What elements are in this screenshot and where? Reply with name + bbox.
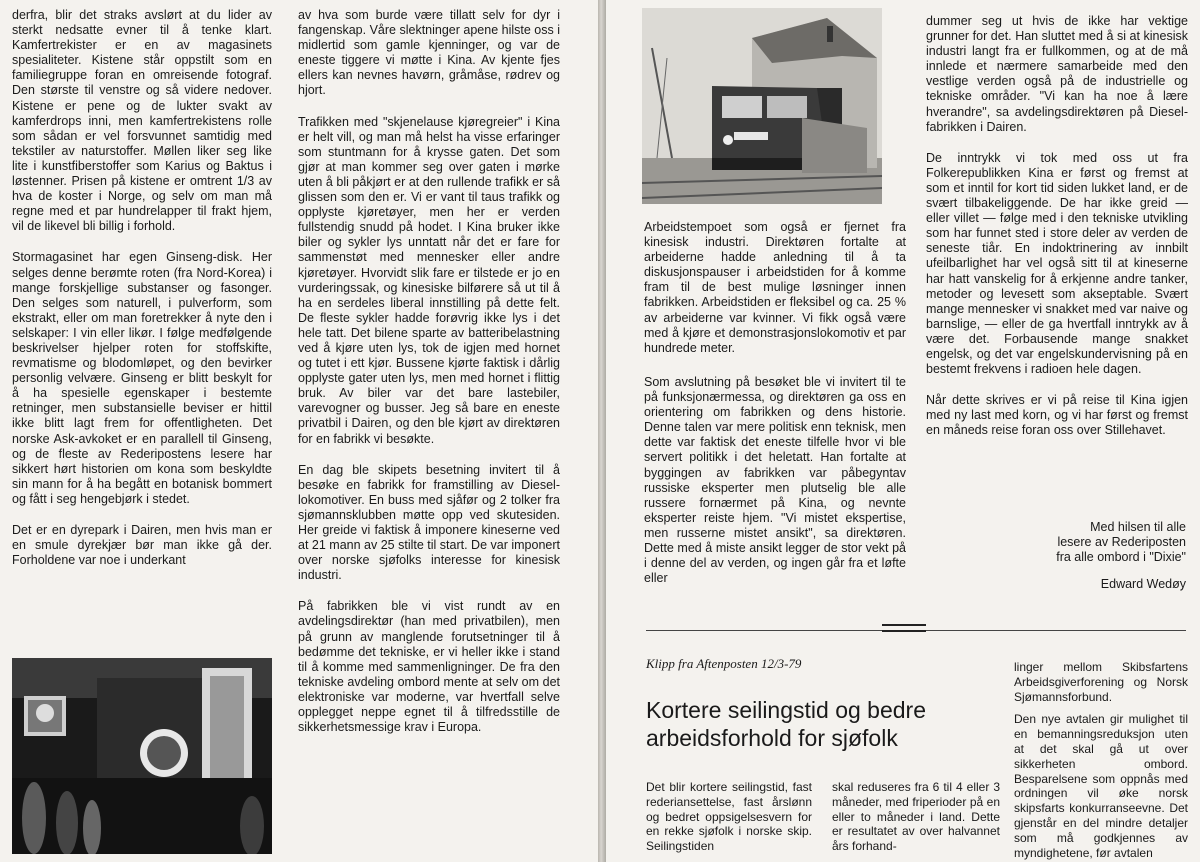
paragraph: Når dette skrives er vi på reise til Kina igjen med ny last med korn, og vi har først og fremst en måneds reise foran oss over Stillehavet. <box>926 393 1188 438</box>
paragraph: Den nye avtalen gir mulighet til en bemanningsreduksjon uten at det skal gå ut over sikkerheten ombord. Besparelsene som oppnås med ordningen vil øke norsk skipsfarts konkurranseevne. Det gjenstår en del mindre detaljer som må godkjennes av myndighetene, før avtalen <box>1014 712 1188 860</box>
photo-station-interior-image <box>12 658 272 854</box>
paragraph: Stormagasinet har egen Ginseng-disk. Her selges denne berømte roten (fra Nord-Korea) i mange forskjellige substanser og fasonger. Den selges som naturell, i pulverform, som ekstrakt, eller om man foretrekker å nyte den i selskaper: I vin eller likør. I følge medfølgende beskrivelser hjelper roten for stoffskifte, revmatisme og blodomløpet, og den bevirker personlig velvære. Ginseng er blitt beskylt for å ha spesielle egenskaper i bestemte retninger, men substansielle beviser er hittil ikke blitt lagt frem for offentligheten. Det norske Ask-avkoket er en parallell til Ginseng, og de fleste av Rederipostens lesere har sikkert hørt historien om kona som beskyldte sin mann for å ha begått en botanisk bommert og fått i seg hengebjørk i stedet. <box>12 250 272 506</box>
photo-locomotive-image <box>642 8 882 204</box>
paragraph: av hva som burde være tillatt selv for dyr i fangenskap. Våre slektninger apene hilste oss i midlertid som gamle kjenninger, og var de eneste tiggere vi møtte i Kina. Av kjente fjes ellers kan nevnes havørn, gråmåse, rødrev og hjort. <box>298 8 560 98</box>
headline-line: arbeidsforhold for sjøfolk <box>646 725 898 751</box>
paragraph: På fabrikken ble vi vist rundt av en avdelingsdirektør (han med privatbilen), men på grunn av manglende forutsetninger til å bedømme det tekniske, er vi heller ikke i stand til å komme med sammenligninger. De fra den tekniske avdeling ombord mente at selv om det elektroniske var moderne, var hvertfall selve opplegget neppe egnet til å tilfredsstille de sikkerhetsmessige krav i Europa. <box>298 599 560 735</box>
paragraph: Trafikken med "skjenelause kjøregreier" i Kina er helt vill, og man må helst ha visse erfaringer som stuntmann for å krysse gaten. Det som gjør at man kommer seg over gaten i mørke uten å bli påkjørt er at den rullende trafikk er så glissen som den er. Vi er vant til taus trafikk og opplyste kjøretøyer, men her er verden fullstendig snudd på hodet. I Kina bruker ikke biler og sykler lys unntatt når det er fare for sammenstøt med mennesker eller andre kjøretøyer. Hvorvidt slik fare er tilstede er jo en vurderingssak, og kinesiske bilførere så ut til å ha en serdeles liberal innstilling på dette felt. De fleste sykler hadde forøvrig ikke lys i det hele tatt. Det bilene sparte av batteribelastning ved å kjøre uten lys, tok de igjen med hornet og tutet i ett kjør. Bussene kjørte faktisk i dårlig opplyste gater uten lys, men med hornet i flittig bruk. Av biler var det bare lastebiler, varevogner og busser. Jeg så bare en eneste privatbil i Dairen, og den ble kjørt av direktøren for en fabrikk vi besøkte. <box>298 114 560 446</box>
headline-line: Kortere seilingstid og bedre <box>646 697 926 723</box>
caption-text: Arbeidstempoet som også er fjernet fra kinesisk industri. Direktøren fortalte at arbeiderne hadde anledning til å ta diskusjonspauser i arbeidstiden for å komme fram til de best mulige løsninger innen fabrikken. Arbeidstiden er fleksibel og ca. 25 % av arbeiderne var kvinner. Vi fikk også være med å kjøre et demonstrasjonslokomotiv et par hundrede meter. <box>644 220 906 355</box>
photo-caption <box>644 220 906 356</box>
book-gutter <box>598 0 606 862</box>
signature-line: fra alle ombord i "Dixie" <box>1056 550 1186 564</box>
paragraph: linger mellom Skibsfartens Arbeidsgiverforening og Norsk Sjømannsforbund. <box>1014 660 1188 704</box>
section-divider-ornament <box>882 624 926 626</box>
paragraph: De inntrykk vi tok med oss ut fra Folkerepublikken Kina er først og fremst at som et inntil for kort tid siden lukket land, er de svært tilbakeliggende. De har ikke greid — eller villet — følge med i den tekniske utvikling som har funnet sted i store deler av verden de seneste tiår. En indoktrinering av innbilt ufeilbarlighet har vel også sitt til at kineserne har hatt vanskelig for å erkjenne andre tanker, metoder og levesett som akseptable. Svært mange mennesker vi snakket med var naive og barnslige, — eller de ga hvertfall inntrykk av å være det. Forbausende mange snakket engelsk, og det var engelskundervisning på en bestemt frekvens i radioen hele dagen. <box>926 150 1188 377</box>
right-column-2 <box>926 14 1188 438</box>
section-divider-ornament <box>882 630 926 632</box>
paragraph: En dag ble skipets besetning invitert til å besøke en fabrikk for framstilling av Diesel-lokomotiver. En buss med sjåfør og 2 tolker fra sjømannsklubben møtte opp ved skutesiden. Her greide vi faktisk å imponere kineserne ved at 21 mann av 25 stilte til start. De var imponert over norske sjøfolks interesse for kinesisk industri. <box>298 462 560 583</box>
section-divider <box>646 630 882 631</box>
article-column-1 <box>646 780 812 854</box>
right-page <box>606 0 1200 862</box>
paragraph: dummer seg ut hvis de ikke har vektige grunner for det. Han sluttet med å si at kinesisk industri langt fra er fullkommen, og at de må innlede et nærmere samarbeide med den vestlige verden også på de industrielle og tekniske områder. "Vi kan ha noe å lære hverandre", sa avdelingsdirektøren på Diesel-fabrikken i Dairen. <box>926 14 1188 134</box>
signature-line: Med hilsen til alle <box>1090 520 1186 534</box>
paragraph: Det blir kortere seilingstid, fast rederiansettelse, fast årslønn og bedret oppsigelsesvern for en rekke sjøfolk i norske skip. Seilingstiden <box>646 780 812 854</box>
signature-line: lesere av Rederiposten <box>1057 535 1186 549</box>
paragraph: derfra, blir det straks avslørt at du lider av sterkt nedsatte evner til å tenke klart. Kamfertrekister er en av magasinets spesialiteter. Kistene står oppstilt som en familiegruppe foran en omreisende fotograf. Den største til venstre og så videre nedover. Kistene er pene og de lukter svakt av kamferdrops inni, men kamfertrekistens rolle som sådan er vel forsvunnet samtidig med tekstiler av naturstoffer. Møllen liker seg like lite i kunstfiberstoffer som Karius og Baktus i løstenner. Prisen på kistene er omtrent 1/3 av hva de koster i Norge, og selv om man må regne med et par hundrelapper til frakt hjem, vil de likevel bli billig i forhold. <box>12 8 272 234</box>
paragraph: skal reduseres fra 6 til 4 eller 3 måneder, med friperioder på en eller to måneder i land. Dette er resultatet av over halvannet års forhand- <box>832 780 1000 854</box>
photo-locomotive <box>642 8 882 204</box>
article-headline <box>646 696 986 752</box>
right-column-1 <box>644 375 906 586</box>
photo-station-interior <box>12 658 272 854</box>
section-divider <box>926 630 1186 631</box>
author-name: Edward Wedøy <box>1100 577 1186 591</box>
article-column-2 <box>832 780 1000 854</box>
signature-block <box>986 520 1186 592</box>
left-column-1 <box>12 8 272 568</box>
left-column-2 <box>298 8 560 735</box>
article-column-3 <box>1014 660 1188 860</box>
left-page <box>0 0 598 862</box>
paragraph: Som avslutning på besøket ble vi invitert til te på funksjonærmessa, og direktøren ga oss en orientering om fabrikken og dens historie. Denne talen var mere politisk enn teknisk, men dette var faktisk det eneste tilfelle hvor vi ble servert politikk i det heletatt. Han fortalte at byggingen av fabrikken var påbegyntav russiske eksperter men plutselig ble alle russere fornærmet på Kina, og nevnte eksperter reiste hjem. "Vi mistet ekspertise, men russerne mistet ansikt", sa direktøren. Dette med å miste ansikt legger de stor vekt på i denne del av verden, og ingen går fra et løfte eller <box>644 375 906 586</box>
clipping-source: Klipp fra Aftenposten 12/3-79 <box>646 656 802 671</box>
paragraph: Det er en dyrepark i Dairen, men hvis man er en smule dyrekjær bør man ikke gå der. Forholdene var noe i underkant <box>12 523 272 568</box>
